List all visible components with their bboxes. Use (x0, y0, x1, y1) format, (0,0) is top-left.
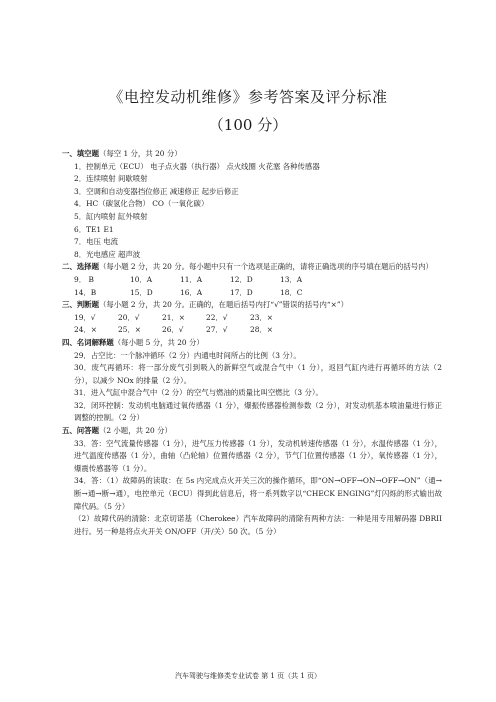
section-heading: 五、问答题 (62, 426, 99, 436)
answer-item: 15．D (130, 287, 153, 297)
answer-content (62, 148, 442, 538)
section-heading: 三、判断题 (62, 300, 99, 310)
answer-item: 9． B (74, 274, 94, 284)
answer-item: 19．√ (74, 312, 96, 322)
answer-item: 13．A (280, 274, 303, 284)
answer-item: 27．√ (206, 325, 228, 335)
answer-paragraph: 33．答：空气流量传感器（1 分），进气压力传感器（1 分），发动机转速传感器（1 分），水温传感器（1 分），进气温度传感器（1 分），曲轴（凸轮轴）位置传感器（2 分），节气门位置传感器（1 分），氧传感器（1 分），爆震传感器等（1 分）。 (74, 438, 442, 473)
section-note: （每空 1 分，共 20 分） (98, 149, 182, 158)
answer-paragraph: 34．答：（1）故障码的读取：在 5s 内完成点火开关三次的操作循环，即“ON→OFF→ON→OFF→ON”（通→断→通→断→通），电控单元（ECU）得到此信息后，将一系列数字以“CHECK ENGING”灯闪烁的形式输出故障代码。（5 分） (74, 476, 442, 511)
answer-item: 26．√ (162, 325, 184, 335)
answer-item: 24．× (74, 325, 97, 335)
answer-line: 7．电压 电流 (74, 237, 119, 247)
answer-row (62, 287, 442, 300)
answer-row (62, 274, 442, 287)
answer-paragraph: 30．废气再循环：将一部分废气引到吸入的新鲜空气或混合气中（1 分），返回气缸内进行再循环的方法（2 分），以减少 NOx 的排量（2 分）。 (74, 363, 442, 385)
answer-item: 21．× (162, 312, 185, 322)
answer-item: 16．A (180, 287, 203, 297)
answer-item: 10．A (130, 274, 153, 284)
answer-paragraph: 31．进入气缸中混合气中（2 分）的空气与燃油的质量比叫空燃比（3 分）。 (74, 388, 323, 398)
answer-line: 6．TE1 E1 (74, 224, 114, 234)
answer-item: 25．× (118, 325, 141, 335)
answer-item: 18．C (280, 287, 303, 297)
answer-line: 1．控制单元（ECU） 电子点火器（执行器） 点火线圈 火花塞 各种传感器 (74, 161, 320, 171)
answer-item: 14．B (74, 287, 97, 297)
answer-item: 23．× (250, 312, 273, 322)
answer-paragraph: 29．占空比：一个脉冲循环（2 分）内通电时间所占的比例（3 分）。 (74, 350, 301, 360)
answer-item: 28．× (250, 325, 273, 335)
answer-item: 12．D (230, 274, 253, 284)
section-note: （每小题 5 分，共 20 分） (113, 337, 204, 347)
document-title: 《电控发动机维修》参考答案及评分标准 (108, 88, 388, 106)
section-true-false (62, 299, 442, 312)
section-heading: 四、名词解释题 (62, 337, 114, 347)
section-note: （每小题 2 分，共 20 分。每小题中只有一个选项是正确的，请将正确选项的序号填在题后的括号内） (98, 262, 433, 272)
total-score: （100 分） (208, 116, 288, 134)
section-note: （2 小题，共 20 分） (98, 426, 172, 436)
section-heading: 一、填空题 (62, 149, 99, 158)
answer-paragraph: 32．闭环控制：发动机电脑通过氧传感器（1 分），爆振传感器检测参数（2 分），对发动机基本喷油量进行修正调整的控制。（2 分） (74, 400, 442, 423)
answer-item: 22．√ (206, 312, 228, 322)
answer-item: 20．√ (118, 312, 140, 322)
answer-paragraph: （2）故障代码的清除：北京切诺基（Cherokee）汽车故障码的清除有两种方法：一种是用专用解码器 DBRII 进行。另一种是将点火开关 ON/OFF（开/关）50 次。（5 分） (74, 514, 442, 536)
section-fill-blank (62, 148, 442, 161)
answer-line: 3．空调和自动变器挡位修正 减速修正 起步后修正 (74, 186, 239, 196)
answer-line: 5．缸内喷射 缸外喷射 (74, 211, 148, 221)
answer-item: 11．A (180, 274, 203, 284)
section-definitions (62, 337, 442, 350)
answer-item: 17．D (230, 287, 253, 297)
answer-row (62, 312, 442, 325)
section-questions (62, 425, 442, 438)
page-footer: 汽车驾驶与维修类专业试卷 第 1 页（共 1 页） (174, 672, 322, 680)
answer-line: 4．HC（碳氢化合物） CO（一氧化碳） (74, 199, 209, 209)
answer-row (62, 324, 442, 337)
section-multiple-choice (62, 261, 442, 274)
answer-line: 8．光电感应 超声波 (74, 249, 141, 259)
section-note: （每小题 2 分，共 20 分。正确的，在题后括号内打“√”错误的括号内“×”） (98, 300, 349, 310)
section-heading: 二、选择题 (62, 262, 99, 272)
answer-line: 2．连续喷射 间歇喷射 (74, 174, 148, 184)
